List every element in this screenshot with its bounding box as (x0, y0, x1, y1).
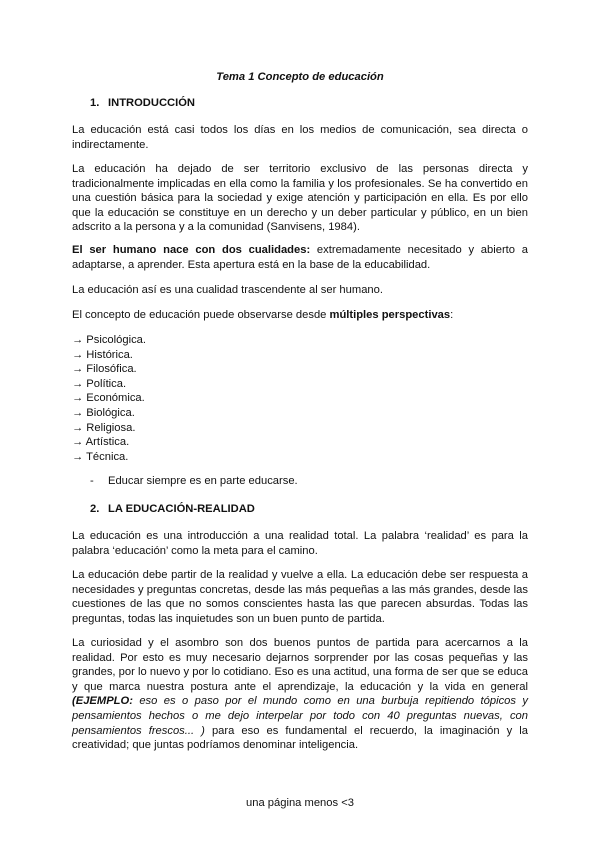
dash-list-item: - Educar siempre es en parte educarse. (90, 475, 298, 487)
page-footer: una página menos <3 (246, 797, 354, 809)
paragraph: La educación así es una cualidad trascendente al ser humano. (72, 284, 383, 296)
section-number: 2. (90, 503, 100, 515)
perspectives-list (72, 333, 146, 464)
section-title: INTRODUCCIÓN (108, 97, 196, 109)
example-text: eso es o paso por el mundo como en una burbuja repitiendo tópicos y pensamientos hechos o me dejo interpelar por todo con 40 preguntas nuevas, con pensamientos frescos... ) (72, 695, 528, 737)
paragraph: La educación está casi todos los días en los medios de comunicación, sea directa o indirectamente. (72, 124, 528, 151)
section-heading-educacion-realidad (72, 503, 255, 515)
list-item: → Política. (72, 377, 127, 390)
section-number: 1. (90, 97, 100, 109)
list-item: → Histórica. (72, 348, 133, 361)
bold-text: múltiples perspectivas (329, 309, 451, 321)
paragraph: El concepto de educación puede observarse desde múltiples perspectivas: (72, 309, 454, 321)
paragraph: La educación ha dejado de ser territorio exclusivo de las personas directa y tradicionalmente implicadas en ella como la familia y los profesionales. Se ha convertido en una cuestión básica para la sociedad y exige atención y participación en ella. Es por ello que la educación se constituye en un derecho y un deber particular y público, en un bien adscrito a la persona y a la comunidad (Sanvisens, 1984). (72, 163, 528, 234)
section-heading-introduccion (72, 97, 195, 109)
list-item: → Biológica. (72, 406, 135, 419)
list-item: → Económica. (72, 392, 145, 405)
list-item: → Psicológica. (72, 334, 146, 346)
list-item: → Técnica. (72, 450, 129, 463)
list-item: → Religiosa. (72, 421, 136, 434)
section-title: LA EDUCACIÓN-REALIDAD (108, 503, 255, 515)
bold-text: El ser humano nace con dos cualidades: (72, 244, 311, 256)
example-label: (EJEMPLO: (72, 695, 133, 708)
paragraph: La educación debe partir de la realidad y vuelve a ella. La educación debe ser respuesta a necesidades y preguntas concretas, desde las más pequeñas a las más grandes, desde las cuestiones de las que no somos conscientes hasta las que parecen absurdas. Todas las preguntas, todas las inquietudes son un buen punto de partida. (72, 569, 528, 625)
paragraph: La educación es una introducción a una realidad total. La palabra ‘realidad’ es para la palabra ‘educación’ como la meta para el camino. (72, 530, 528, 557)
dash-marker: - (90, 475, 94, 487)
list-item: → Filosófica. (72, 363, 137, 376)
paragraph: El ser humano nace con dos cualidades: extremadamente necesitado y abierto a adaptarse, a aprender. Esta apertura está en la base de la educabilidad. (72, 244, 528, 271)
document-title: Tema 1 Concepto de educación (216, 71, 384, 83)
paragraph: La curiosidad y el asombro son dos buenos puntos de partida para acercarnos a la realidad. Por esto es muy necesario dejarnos sorprender por las cosas pequeñas y las grandes, por lo nuevo y por lo cotidiano. Eso es una actitud, una forma de ser que se educa y que marca nuestra postura ante el aprendizaje, la educación y la vida en general (EJEMPLO: eso es o paso por el mundo como en una burbuja repitiendo tópicos y pensamientos hechos o me dejo interpelar por todo con 40 preguntas nuevas, con pensamientos frescos... ) para eso es fundamental el recuerdo, la imaginación y la creatividad; que juntas podríamos denominar inteligencia. (72, 637, 528, 752)
list-item: → Artística. (72, 436, 130, 449)
